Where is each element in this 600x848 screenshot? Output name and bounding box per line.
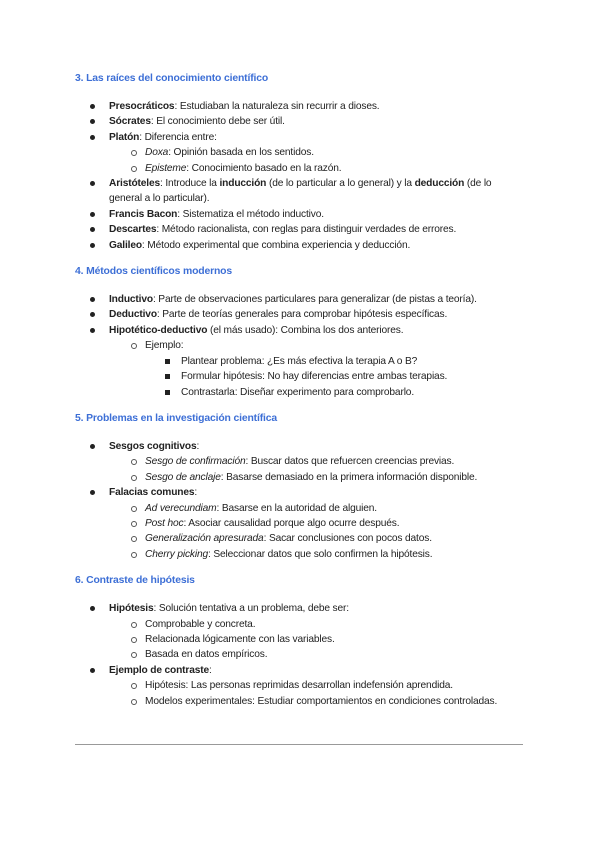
bold-term: Francis Bacon	[109, 208, 178, 220]
item-text: Modelos experimentales: Estudiar comportamientos en condiciones controladas.	[145, 695, 498, 707]
italic-term: Ad verecundiam	[145, 502, 217, 514]
list-item	[109, 531, 523, 546]
list-item	[75, 238, 523, 253]
italic-term: Cherry picking	[145, 548, 209, 560]
list-item	[75, 323, 523, 400]
list-item	[145, 385, 523, 400]
list-item	[75, 439, 523, 485]
section-heading: 4. Métodos científicos modernos	[75, 266, 233, 278]
italic-term: Generalización apresurada	[145, 533, 264, 545]
bold-term: Platón	[109, 131, 140, 143]
list-item	[75, 207, 523, 222]
bullet-circle-icon	[131, 652, 137, 658]
bullet-disc-icon	[90, 212, 95, 217]
item-text: : Sistematiza el método inductivo.	[177, 208, 324, 220]
document-body	[75, 71, 523, 720]
item-text: Ejemplo:	[145, 340, 184, 352]
bullet-circle-icon	[131, 475, 137, 481]
bullet-list-level-3	[145, 354, 523, 400]
bullet-disc-icon	[90, 668, 95, 673]
item-text: : Basarse en la autoridad de alguien.	[216, 502, 377, 514]
bold-term: Hipótesis	[109, 603, 154, 615]
bullet-square-icon	[165, 390, 170, 395]
bullet-disc-icon	[90, 135, 95, 140]
italic-term: Sesgo de anclaje	[145, 471, 221, 483]
item-text: Plantear problema: ¿Es más efectiva la terapia A o B?	[181, 355, 418, 367]
item-text: : Sacar conclusiones con pocos datos.	[263, 533, 432, 545]
italic-term: Episteme	[145, 162, 187, 174]
bullet-circle-icon	[131, 343, 137, 349]
italic-term: Sesgo de confirmación	[145, 456, 246, 468]
list-item	[75, 114, 523, 129]
item-text: (de lo general a lo particular).	[109, 178, 492, 205]
bullet-circle-icon	[131, 506, 137, 512]
list-item	[145, 354, 523, 369]
bullet-circle-icon	[131, 166, 137, 172]
bullet-disc-icon	[90, 104, 95, 109]
list-item	[109, 678, 523, 693]
list-item	[75, 663, 523, 709]
list-item	[109, 161, 523, 176]
bullet-disc-icon	[90, 490, 95, 495]
item-text: (de lo particular a lo general) y la	[266, 178, 415, 190]
item-text: : Buscar datos que refuercen creencias previas.	[245, 456, 455, 468]
list-item	[109, 501, 523, 516]
list-item	[75, 130, 523, 176]
list-item	[109, 694, 523, 709]
list-item	[109, 647, 523, 662]
bullet-list-level-2	[109, 454, 523, 485]
bold-term: Presocráticos	[109, 101, 175, 112]
item-text: : Conocimiento basado en la razón.	[186, 162, 342, 174]
bullet-list-level-2	[109, 501, 523, 563]
list-item	[75, 292, 523, 307]
item-text: : Asociar causalidad porque algo ocurre después.	[183, 517, 400, 529]
item-text: : Basarse demasiado en la primera información disponible.	[220, 471, 478, 483]
bullet-circle-icon	[131, 552, 137, 558]
bold-term: Deductivo	[109, 309, 157, 321]
bold-term: inducción	[219, 178, 267, 190]
bullet-circle-icon	[131, 699, 137, 705]
bullet-list-level-2	[109, 678, 523, 709]
bullet-circle-icon	[131, 150, 137, 156]
bold-term: Falacias comunes	[109, 487, 195, 499]
item-text: :	[194, 487, 198, 499]
item-text: : Solución tentativa a un problema, debe ser:	[153, 603, 349, 615]
italic-term: Doxa	[145, 147, 169, 159]
list-item	[75, 485, 523, 562]
bullet-disc-icon	[90, 119, 95, 124]
item-text: : Opinión basada en los sentidos.	[168, 147, 314, 159]
bullet-circle-icon	[131, 521, 137, 527]
bold-term: Descartes	[109, 224, 157, 236]
list-item	[145, 369, 523, 384]
bold-term: Ejemplo de contraste	[109, 664, 210, 676]
bullet-disc-icon	[90, 312, 95, 317]
bullet-list-level-1	[75, 99, 523, 253]
item-text: : Método experimental que combina experiencia y deducción.	[141, 239, 411, 251]
item-text: Hipótesis: Las personas reprimidas desarrollan indefensión aprendida.	[145, 680, 453, 692]
bullet-circle-icon	[131, 536, 137, 542]
bold-term: deducción	[414, 178, 465, 190]
item-text: :	[196, 440, 200, 452]
item-text: Contrastarla: Diseñar experimento para comprobarlo.	[181, 386, 415, 398]
bullet-disc-icon	[90, 328, 95, 333]
list-item	[109, 454, 523, 469]
section-heading: 5. Problemas en la investigación científica	[75, 412, 278, 424]
item-text: : Estudiaban la naturaleza sin recurrir a dioses.	[174, 101, 380, 112]
bullet-circle-icon	[131, 683, 137, 689]
bullet-list-level-1	[75, 439, 523, 562]
item-text: Relacionada lógicamente con las variables.	[145, 633, 335, 645]
list-item	[75, 176, 523, 207]
list-item	[109, 470, 523, 485]
bullet-disc-icon	[90, 606, 95, 611]
item-text: : Parte de observaciones particulares para generalizar (de pistas a teoría).	[152, 294, 477, 306]
section-heading: 6. Contraste de hipótesis	[75, 575, 195, 587]
list-item	[75, 601, 523, 663]
item-text: : Seleccionar datos que solo confirmen la hipótesis.	[208, 548, 433, 560]
italic-term: Post hoc	[145, 517, 184, 529]
item-text: : Método racionalista, con reglas para distinguir verdades de errores.	[156, 224, 457, 236]
item-text: : Introduce la	[160, 178, 220, 190]
list-item	[109, 632, 523, 647]
item-text: Basada en datos empíricos.	[145, 649, 268, 661]
bold-term: Aristóteles	[109, 178, 161, 190]
item-text: Comprobable y concreta.	[145, 618, 256, 630]
bullet-disc-icon	[90, 243, 95, 248]
bullet-list-level-1	[75, 292, 523, 400]
bullet-square-icon	[165, 374, 170, 379]
item-text: : Parte de teorías generales para comprobar hipótesis específicas.	[156, 309, 448, 321]
bold-term: Hipotético-deductivo	[109, 324, 208, 336]
list-item	[75, 222, 523, 237]
bold-term: Galileo	[109, 239, 142, 251]
bullet-list-level-2	[109, 145, 523, 176]
list-item	[75, 99, 523, 114]
item-text: :	[209, 664, 212, 676]
bullet-disc-icon	[90, 444, 95, 449]
bullet-list-level-2	[109, 617, 523, 663]
list-item	[109, 617, 523, 632]
bullet-square-icon	[165, 359, 170, 364]
bold-term: Sesgos cognitivos	[109, 440, 197, 452]
list-item	[75, 307, 523, 322]
list-item	[109, 516, 523, 531]
item-text: : Diferencia entre:	[139, 131, 217, 143]
bullet-disc-icon	[90, 297, 95, 302]
section-heading: 3. Las raíces del conocimiento científico	[75, 73, 269, 84]
bullet-list-level-2	[109, 338, 523, 400]
list-item	[109, 547, 523, 562]
bullet-disc-icon	[90, 181, 95, 186]
bullet-circle-icon	[131, 459, 137, 465]
bold-term: Inductivo	[109, 294, 153, 306]
item-text: : El conocimiento debe ser útil.	[150, 116, 285, 128]
bullet-circle-icon	[131, 622, 137, 628]
item-text: Formular hipótesis: No hay diferencias entre ambas terapias.	[181, 371, 448, 383]
horizontal-divider	[75, 744, 523, 745]
item-text: (el más usado): Combina los dos anteriores.	[207, 324, 404, 336]
bullet-circle-icon	[131, 637, 137, 643]
bullet-list-level-1	[75, 601, 523, 709]
bold-term: Sócrates	[109, 116, 151, 128]
list-item	[109, 338, 523, 400]
bullet-disc-icon	[90, 227, 95, 232]
list-item	[109, 145, 523, 160]
